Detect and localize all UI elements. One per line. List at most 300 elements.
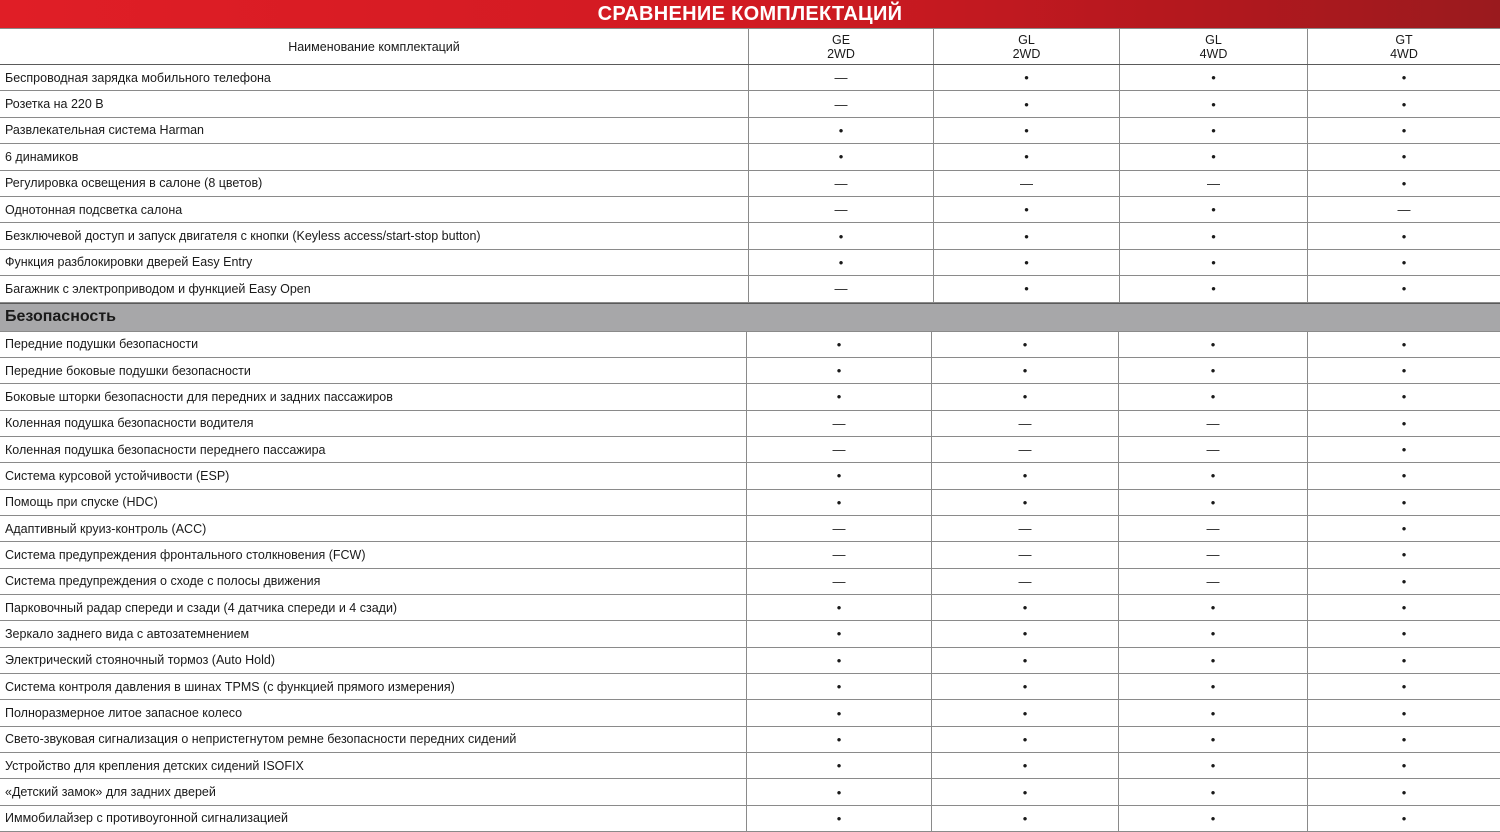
value-cell (1308, 197, 1500, 222)
included-mark: • (1211, 70, 1216, 86)
feature-name-cell (0, 437, 747, 462)
feature-name: Безключевой доступ и запуск двигателя с кнопки (Keyless access/start-stop button) (5, 229, 481, 244)
value-cell (749, 118, 934, 143)
not-included-mark: — (1020, 175, 1033, 191)
not-included-mark: — (1018, 521, 1032, 537)
included-mark: • (1210, 468, 1216, 484)
trim-line1: GE (831, 32, 851, 47)
value-cell (932, 332, 1119, 357)
value-cell (749, 171, 934, 196)
table-row (0, 463, 1500, 489)
table-row (0, 250, 1500, 276)
feature-name: Система контроля давления в шинах TPMS (с функцией прямого измерения) (5, 679, 455, 694)
included-mark: • (1401, 731, 1407, 747)
value-cell (747, 411, 932, 436)
value-cell (1308, 332, 1500, 357)
value-cell (1119, 463, 1308, 488)
not-included-mark: — (1018, 547, 1032, 563)
header-name-cell (0, 29, 749, 64)
table-row (0, 490, 1500, 516)
table-row (0, 437, 1500, 463)
table-row (0, 276, 1500, 302)
value-cell (1120, 276, 1308, 301)
value-cell (1308, 490, 1500, 515)
table-row (0, 648, 1500, 674)
table-row (0, 171, 1500, 197)
table-header-row (0, 28, 1500, 65)
value-cell (1308, 171, 1500, 196)
not-included-mark: — (1018, 573, 1032, 589)
value-cell (747, 463, 932, 488)
value-cell (1119, 727, 1308, 752)
value-cell (747, 779, 932, 804)
not-included-mark: — (832, 415, 846, 431)
included-mark: • (836, 652, 842, 668)
value-cell (932, 463, 1119, 488)
value-cell (1119, 753, 1308, 778)
table-row (0, 779, 1500, 805)
value-cell (932, 753, 1119, 778)
not-included-mark: — (834, 281, 848, 297)
value-cell (934, 250, 1120, 275)
value-cell (934, 144, 1120, 169)
value-cell (1308, 753, 1500, 778)
value-cell (1308, 779, 1500, 804)
included-mark: • (836, 679, 842, 695)
included-mark: • (836, 600, 842, 616)
feature-name-cell (0, 779, 747, 804)
included-mark: • (1210, 758, 1216, 774)
feature-name-cell (0, 144, 749, 169)
included-mark: • (1401, 96, 1407, 112)
value-cell (1119, 411, 1308, 436)
table-row (0, 197, 1500, 223)
feature-name: Передние боковые подушки безопасности (5, 363, 251, 378)
section-title: Безопасность (5, 308, 116, 326)
value-cell (1119, 358, 1308, 383)
value-cell (932, 727, 1119, 752)
value-cell (1308, 384, 1500, 409)
included-mark: • (1401, 705, 1407, 721)
trim-line1: GT (1395, 32, 1413, 47)
value-cell (932, 569, 1119, 594)
header-name-label: Наименование комплектаций (288, 39, 460, 54)
feature-name: Парковочный радар спереди и сзади (4 датчика спереди и 4 сзади) (5, 600, 398, 615)
feature-name-cell (0, 358, 747, 383)
table-row (0, 621, 1500, 647)
value-cell (932, 358, 1119, 383)
table-row (0, 411, 1500, 437)
header-trim-ge-2wd (749, 29, 934, 64)
included-mark: • (1401, 254, 1407, 270)
value-cell (1308, 674, 1500, 699)
value-cell (934, 223, 1120, 248)
not-included-mark: — (1206, 442, 1220, 458)
feature-name: Иммобилайзер с противоугонной сигнализацией (5, 811, 288, 826)
table-row (0, 542, 1500, 568)
included-mark: • (1401, 228, 1407, 244)
trim-line2: 2WD (1012, 46, 1041, 61)
not-included-mark: — (832, 442, 846, 458)
value-cell (1308, 463, 1500, 488)
included-mark: • (1210, 810, 1216, 826)
feature-name-cell (0, 384, 747, 409)
value-cell (1119, 806, 1308, 831)
not-included-mark: — (832, 521, 846, 537)
feature-name: Помощь при спуске (HDC) (5, 495, 158, 510)
table-row (0, 118, 1500, 144)
value-cell (749, 250, 934, 275)
feature-name: Зеркало заднего вида с автозатемнением (5, 626, 250, 641)
included-mark: • (1210, 731, 1216, 747)
included-mark: • (1210, 389, 1216, 405)
table-row (0, 806, 1500, 832)
feature-name-cell (0, 595, 747, 620)
included-mark: • (836, 336, 842, 352)
not-included-mark: — (1206, 573, 1220, 589)
value-cell (932, 411, 1119, 436)
value-cell (1120, 65, 1308, 90)
value-cell (934, 171, 1120, 196)
included-mark: • (1401, 573, 1407, 589)
table-row (0, 516, 1500, 542)
included-mark: • (1401, 389, 1407, 405)
feature-name: Система курсовой устойчивости (ESP) (5, 468, 230, 483)
not-included-mark: — (1206, 547, 1220, 563)
value-cell (1308, 276, 1500, 301)
value-cell (1119, 542, 1308, 567)
included-mark: • (836, 626, 842, 642)
included-mark: • (836, 363, 842, 379)
included-mark: • (1211, 96, 1216, 112)
table-row (0, 700, 1500, 726)
included-mark: • (1210, 784, 1216, 800)
included-mark: • (1211, 254, 1216, 270)
not-included-mark: — (1018, 415, 1032, 431)
feature-name: Коленная подушка безопасности водителя (5, 416, 254, 431)
table-row (0, 753, 1500, 779)
included-mark: • (1210, 705, 1216, 721)
feature-name: Регулировка освещения в салоне (8 цветов) (5, 176, 263, 191)
value-cell (747, 542, 932, 567)
table-row (0, 358, 1500, 384)
not-included-mark: — (834, 70, 848, 86)
included-mark: • (1024, 70, 1029, 86)
value-cell (747, 437, 932, 462)
trim-line2: 4WD (1199, 46, 1228, 61)
included-mark: • (1024, 149, 1029, 165)
value-cell (1119, 595, 1308, 620)
value-cell (932, 648, 1119, 673)
value-cell (1308, 411, 1500, 436)
table-row (0, 384, 1500, 410)
included-mark: • (836, 389, 842, 405)
included-mark: • (1024, 122, 1029, 138)
value-cell (932, 779, 1119, 804)
feature-name: «Детский замок» для задних дверей (5, 785, 216, 800)
not-included-mark: — (832, 573, 846, 589)
feature-name-cell (0, 490, 747, 515)
included-mark: • (1211, 149, 1216, 165)
included-mark: • (1211, 281, 1216, 297)
included-mark: • (1210, 363, 1216, 379)
included-mark: • (836, 468, 842, 484)
value-cell (747, 516, 932, 541)
value-cell (1308, 806, 1500, 831)
included-mark: • (1401, 175, 1407, 191)
feature-name: Свето-звуковая сигнализация о непристегнутом ремне безопасности передних сидений (5, 732, 517, 747)
trim-line2: 2WD (827, 46, 855, 61)
feature-name-cell (0, 65, 749, 90)
value-cell (747, 648, 932, 673)
included-mark: • (1210, 600, 1216, 616)
value-cell (1120, 118, 1308, 143)
value-cell (747, 358, 932, 383)
included-mark: • (1401, 363, 1407, 379)
value-cell (934, 91, 1120, 116)
value-cell (747, 621, 932, 646)
value-cell (932, 700, 1119, 725)
included-mark: • (1210, 626, 1216, 642)
header-trim-gl-2wd (934, 29, 1120, 64)
value-cell (747, 806, 932, 831)
included-mark: • (1022, 652, 1028, 668)
value-cell (749, 91, 934, 116)
included-mark: • (1401, 547, 1407, 563)
value-cell (1308, 91, 1500, 116)
feature-name-cell (0, 463, 747, 488)
included-mark: • (1211, 228, 1216, 244)
feature-name: Розетка на 220 В (5, 97, 104, 112)
not-included-mark: — (834, 175, 848, 191)
table-row (0, 223, 1500, 249)
included-mark: • (1401, 784, 1407, 800)
included-mark: • (836, 810, 842, 826)
page-title: СРАВНЕНИЕ КОМПЛЕКТАЦИЙ (597, 3, 903, 25)
value-cell (1119, 384, 1308, 409)
included-mark: • (838, 122, 844, 138)
included-mark: • (1401, 149, 1407, 165)
feature-name: Багажник с электроприводом и функцией Easy Open (5, 281, 311, 296)
value-cell (1308, 223, 1500, 248)
included-mark: • (1022, 705, 1028, 721)
table-row (0, 674, 1500, 700)
feature-name-cell (0, 648, 747, 673)
included-mark: • (1401, 122, 1407, 138)
feature-name-cell (0, 753, 747, 778)
value-cell (747, 595, 932, 620)
value-cell (1120, 91, 1308, 116)
feature-name: Система предупреждения о сходе с полосы движения (5, 574, 321, 589)
included-mark: • (1022, 468, 1028, 484)
not-included-mark: — (1207, 175, 1220, 191)
included-mark: • (1024, 281, 1029, 297)
feature-name: Передние подушки безопасности (5, 337, 199, 352)
trim-line2: 4WD (1390, 46, 1418, 61)
included-mark: • (1401, 626, 1407, 642)
value-cell (747, 700, 932, 725)
value-cell (934, 197, 1120, 222)
value-cell (934, 276, 1120, 301)
table-row (0, 595, 1500, 621)
feature-name: Полноразмерное литое запасное колесо (5, 706, 243, 720)
not-included-mark: — (1397, 202, 1411, 218)
not-included-mark: — (1206, 415, 1220, 431)
value-cell (1120, 171, 1308, 196)
included-mark: • (1401, 652, 1407, 668)
comfort-rows (0, 65, 1500, 303)
included-mark: • (1401, 758, 1407, 774)
included-mark: • (838, 228, 844, 244)
included-mark: • (1401, 679, 1407, 695)
included-mark: • (1022, 363, 1028, 379)
feature-name-cell (0, 411, 747, 436)
included-mark: • (836, 784, 842, 800)
included-mark: • (1210, 652, 1216, 668)
included-mark: • (836, 758, 842, 774)
feature-name: Устройство для крепления детских сидений ISOFIX (5, 758, 304, 773)
value-cell (934, 118, 1120, 143)
value-cell (1119, 674, 1308, 699)
feature-name-cell (0, 727, 747, 752)
included-mark: • (1022, 600, 1028, 616)
value-cell (1308, 358, 1500, 383)
table-row (0, 65, 1500, 91)
included-mark: • (1401, 281, 1407, 297)
value-cell (1308, 118, 1500, 143)
value-cell (747, 674, 932, 699)
included-mark: • (1024, 202, 1029, 218)
not-included-mark: — (1206, 521, 1220, 537)
value-cell (932, 621, 1119, 646)
feature-name-cell (0, 250, 749, 275)
value-cell (1120, 223, 1308, 248)
included-mark: • (1022, 336, 1028, 352)
included-mark: • (1401, 600, 1407, 616)
included-mark: • (1024, 228, 1029, 244)
included-mark: • (1022, 626, 1028, 642)
value-cell (932, 806, 1119, 831)
value-cell (1119, 332, 1308, 357)
feature-name-cell (0, 197, 749, 222)
feature-name: 6 динамиков (5, 149, 79, 164)
included-mark: • (1022, 494, 1028, 510)
included-mark: • (1022, 389, 1028, 405)
table-row (0, 569, 1500, 595)
included-mark: • (1210, 679, 1216, 695)
included-mark: • (1022, 679, 1028, 695)
feature-name-cell (0, 276, 749, 301)
included-mark: • (1024, 96, 1029, 112)
feature-name: Боковые шторки безопасности для передних и задних пассажиров (5, 389, 393, 404)
included-mark: • (1401, 468, 1407, 484)
included-mark: • (836, 731, 842, 747)
feature-name: Беспроводная зарядка мобильного телефона (5, 70, 271, 85)
feature-name-cell (0, 118, 749, 143)
feature-name-cell (0, 621, 747, 646)
included-mark: • (1022, 758, 1028, 774)
feature-name-cell (0, 516, 747, 541)
table-row (0, 332, 1500, 358)
value-cell (932, 595, 1119, 620)
included-mark: • (1401, 415, 1407, 431)
trim-line1: GL (1205, 32, 1222, 47)
included-mark: • (838, 149, 844, 165)
value-cell (1119, 779, 1308, 804)
included-mark: • (836, 494, 842, 510)
feature-name-cell (0, 91, 749, 116)
value-cell (1308, 700, 1500, 725)
not-included-mark: — (834, 96, 848, 112)
value-cell (1308, 648, 1500, 673)
included-mark: • (1022, 731, 1028, 747)
included-mark: • (1024, 254, 1029, 270)
value-cell (1119, 621, 1308, 646)
value-cell (1308, 569, 1500, 594)
value-cell (749, 65, 934, 90)
value-cell (747, 490, 932, 515)
feature-name: Развлекательная система Harman (5, 123, 205, 138)
feature-name: Система предупреждения фронтального столкновения (FCW) (5, 547, 366, 562)
value-cell (747, 384, 932, 409)
section-header-safety (0, 303, 1500, 332)
header-trim-gl-4wd (1120, 29, 1308, 64)
value-cell (934, 65, 1120, 90)
feature-name-cell (0, 332, 747, 357)
included-mark: • (1211, 122, 1216, 138)
value-cell (749, 223, 934, 248)
comparison-table (0, 28, 1500, 832)
value-cell (1308, 144, 1500, 169)
value-cell (1308, 727, 1500, 752)
value-cell (749, 144, 934, 169)
value-cell (1308, 516, 1500, 541)
feature-name-cell (0, 542, 747, 567)
value-cell (1119, 490, 1308, 515)
value-cell (1308, 542, 1500, 567)
feature-name-cell (0, 223, 749, 248)
safety-rows (0, 332, 1500, 832)
value-cell (1119, 437, 1308, 462)
included-mark: • (1401, 336, 1407, 352)
not-included-mark: — (1018, 442, 1032, 458)
value-cell (749, 197, 934, 222)
value-cell (1120, 197, 1308, 222)
feature-name: Функция разблокировки дверей Easy Entry (5, 255, 253, 270)
value-cell (747, 332, 932, 357)
included-mark: • (1401, 521, 1407, 537)
value-cell (1119, 516, 1308, 541)
trim-line1: GL (1018, 32, 1035, 47)
included-mark: • (1210, 494, 1216, 510)
value-cell (1308, 250, 1500, 275)
not-included-mark: — (834, 202, 848, 218)
feature-name: Однотонная подсветка салона (5, 202, 183, 217)
value-cell (1119, 569, 1308, 594)
value-cell (932, 437, 1119, 462)
value-cell (1120, 250, 1308, 275)
value-cell (1120, 144, 1308, 169)
value-cell (747, 727, 932, 752)
value-cell (1119, 648, 1308, 673)
table-row (0, 727, 1500, 753)
included-mark: • (836, 705, 842, 721)
included-mark: • (1401, 442, 1407, 458)
included-mark: • (1022, 810, 1028, 826)
feature-name: Электрический стояночный тормоз (Auto Hold) (5, 653, 276, 668)
feature-name-cell (0, 700, 747, 725)
value-cell (1308, 621, 1500, 646)
